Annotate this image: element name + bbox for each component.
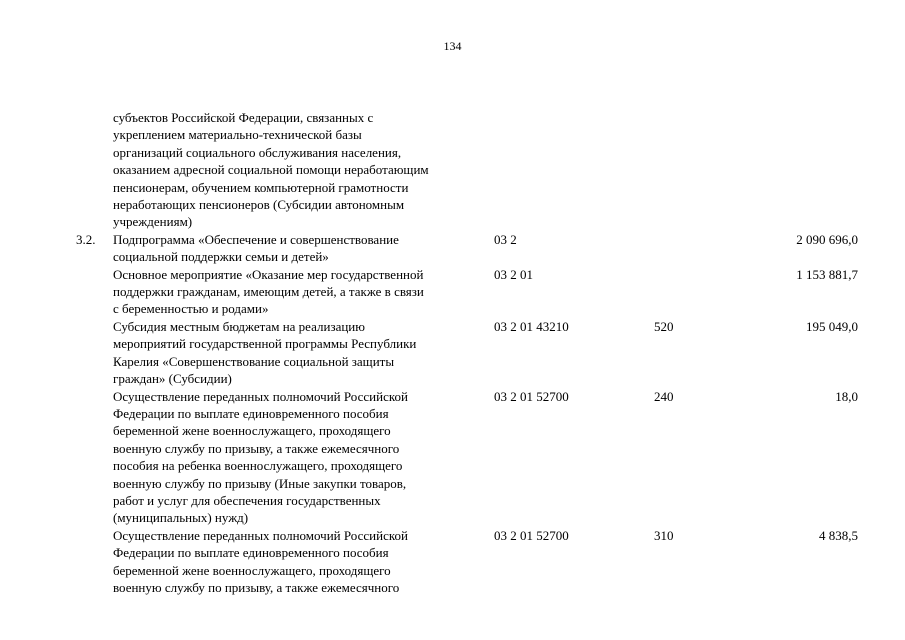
- row-sum: 4 838,5: [819, 527, 858, 543]
- row-name: Субсидия местным бюджетам на реализацию мероприятий государственной программы Республики Карелия «Совершенствование социальной защиты граждан» (Субсидии): [113, 318, 417, 387]
- table-row: [0, 109, 905, 231]
- row-sum: 1 153 881,7: [796, 266, 858, 282]
- row-name: Подпрограмма «Обеспечение и совершенствование социальной поддержки семьи и детей»: [113, 231, 399, 265]
- row-name: субъектов Российской Федерации, связанных с укреплением материально-технической базы организаций социального обслуживания населения, оказанием адресной социальной помощи неработающим пенсионерам, обучением компьютерной грамотности неработающих пенсионеров (Субсидии автономным учреждениям): [113, 110, 429, 230]
- row-expense-type: 520: [654, 318, 674, 334]
- table-row: [0, 266, 905, 318]
- table-row: [0, 318, 905, 388]
- row-code: 03 2 01: [494, 266, 533, 282]
- row-code: 03 2 01 43210: [494, 318, 569, 334]
- budget-table: [0, 109, 905, 596]
- row-expense-type: 310: [654, 527, 674, 543]
- row-name: Осуществление переданных полномочий Российской Федерации по выплате единовременного пособия беременной жене военнослужащего, проходящего военную службу по призыву, а также ежемесячного: [113, 527, 408, 595]
- row-code: 03 2: [494, 231, 517, 247]
- row-sum: 18,0: [835, 388, 858, 404]
- table-row: [0, 231, 905, 266]
- table-row: [0, 527, 905, 597]
- row-sum: 2 090 696,0: [796, 231, 858, 247]
- row-number: 3.2.: [76, 231, 96, 247]
- row-sum: 195 049,0: [806, 318, 858, 334]
- row-name: Основное мероприятие «Оказание мер государственной поддержки гражданам, имеющим детей, а также в связи с беременностью и родами»: [113, 266, 424, 317]
- row-expense-type: 240: [654, 388, 674, 404]
- table-row: [0, 388, 905, 527]
- row-code: 03 2 01 52700: [494, 388, 569, 404]
- row-name: Осуществление переданных полномочий Российской Федерации по выплате единовременного пособия беременной жене военнослужащего, проходящего военную службу по призыву, а также ежемесячного пособия на ребенка военнослужащего, проходящего военную службу по призыву (Иные закупки товаров, работ и услуг для обеспечения государственных (муниципальных) нужд): [113, 388, 408, 526]
- page-number: 134: [443, 39, 462, 53]
- row-code: 03 2 01 52700: [494, 527, 569, 543]
